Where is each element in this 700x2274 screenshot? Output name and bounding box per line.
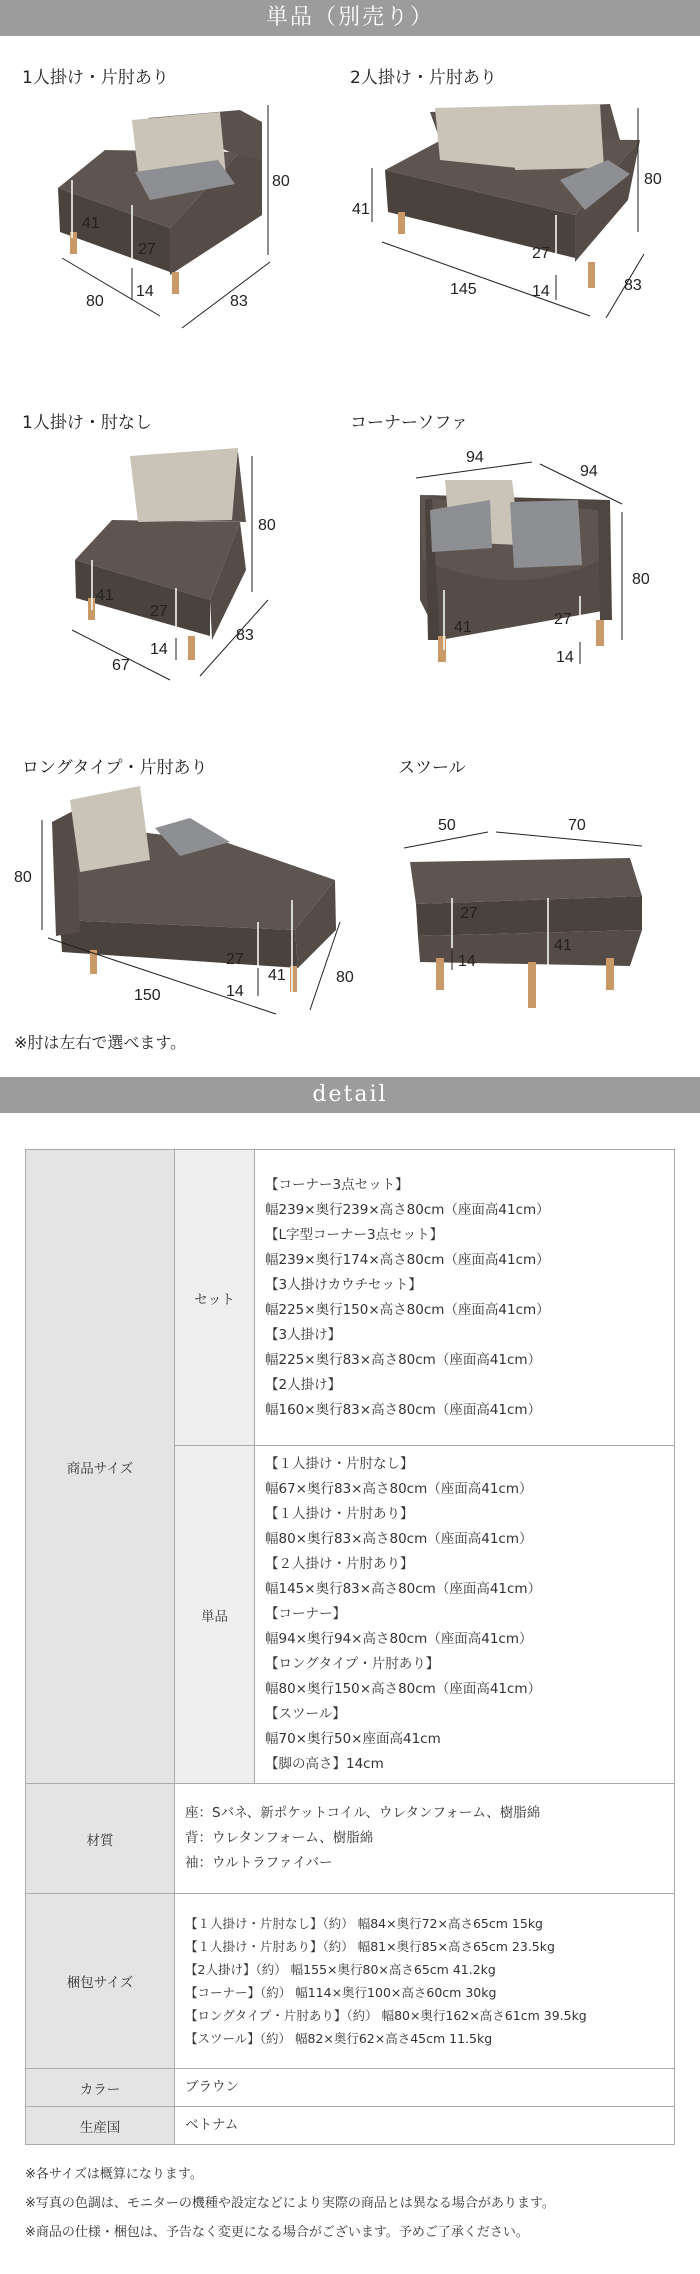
stool-illustration — [0, 0, 700, 1030]
svg-text:94: 94 — [466, 449, 484, 466]
product-name-corner: コーナーソファ — [350, 413, 468, 433]
spec-single-content: 【１人掛け・片肘なし】 幅67×奥行83×高さ80cm（座面高41cm） 【１人掛け・片肘あり】 幅80×奥行83×高さ80cm（座面高41cm） 【２人掛け・片肘あり】 幅145×奥行83×高さ80cm（座面高41cm） 【コーナー】 幅94×奥行94×高さ80cm（座面高41cm） 【ロングタイプ・片肘あり】 幅80×奥行150×高さ80cm（座面高41cm） 【スツール】 幅70×奥行50×座面高41cm 【脚の高さ】14cm — [255, 1446, 675, 1784]
product-name-stool: スツール — [398, 758, 466, 778]
svg-text:14: 14 — [556, 649, 574, 666]
svg-text:41: 41 — [268, 967, 286, 984]
dim-seat-height: 41 — [82, 215, 100, 232]
svg-text:27: 27 — [226, 951, 244, 968]
svg-text:50: 50 — [438, 817, 456, 834]
spec-set-label: セット — [175, 1150, 255, 1446]
footnote: ※商品の仕様・梱包は、予告なく変更になる場合がございます。予めご了承ください。 — [25, 2225, 529, 2240]
svg-text:80: 80 — [632, 571, 650, 588]
svg-text:14: 14 — [150, 641, 168, 658]
svg-text:83: 83 — [236, 627, 254, 644]
spec-table — [25, 1149, 675, 2145]
spec-package-label: 梱包サイズ — [26, 1894, 175, 2069]
spec-material-content: 座：Sバネ、新ポケットコイル、ウレタンフォーム、樹脂綿 背：ウレタンフォーム、樹脂綿 袖：ウルトラファイバー — [175, 1784, 675, 1894]
spec-package-content: 【１人掛け・片肘なし】（約） 幅84×奥行72×高さ65cm 15kg 【１人掛け・片肘あり】（約） 幅81×奥行85×高さ65cm 23.5kg 【2人掛け】（約） 幅155×奥行80×高さ65cm 41.2kg 【コーナー】（約） 幅114×奥行100×高さ60cm 30kg 【ロングタイプ・片肘あり】（約） 幅80×奥行162×高さ61cm 39.5kg 【スツール】（約） 幅82×奥行62×高さ45cm 11.5kg — [175, 1894, 675, 2069]
svg-text:67: 67 — [112, 657, 130, 674]
dim-width: 80 — [86, 293, 104, 310]
svg-text:27: 27 — [460, 905, 478, 922]
spec-set-content: 【コーナー3点セット】 幅239×奥行239×高さ80cm（座面高41cm） 【L字型コーナー3点セット】 幅239×奥行174×高さ80cm（座面高41cm） 【3人掛けカウチセット】 幅225×奥行150×高さ80cm（座面高41cm） 【3人掛け】 幅225×奥行83×高さ80cm（座面高41cm） 【2人掛け】 幅160×奥行83×高さ80cm（座面高41cm） — [255, 1150, 675, 1446]
svg-text:80: 80 — [644, 171, 662, 188]
svg-text:145: 145 — [450, 281, 477, 298]
svg-text:14: 14 — [532, 283, 550, 300]
svg-text:41: 41 — [554, 937, 572, 954]
product-name-1seat-noarm: 1人掛け・肘なし — [22, 413, 152, 433]
svg-text:80: 80 — [336, 969, 354, 986]
footnote: ※各サイズは概算になります。 — [25, 2167, 203, 2182]
svg-text:83: 83 — [624, 277, 642, 294]
svg-text:150: 150 — [134, 987, 161, 1004]
spec-color-label: カラー — [26, 2069, 175, 2107]
spec-origin-value: ベトナム — [175, 2107, 675, 2145]
section-header-detail: detail — [0, 1077, 700, 1113]
svg-text:70: 70 — [568, 817, 586, 834]
svg-text:14: 14 — [226, 983, 244, 1000]
footnote: ※写真の色調は、モニターの機種や設定などにより実際の商品とは異なる場合があります。 — [25, 2196, 555, 2211]
section-header-single: 単品（別売り） — [0, 0, 700, 36]
spec-origin-label: 生産国 — [26, 2107, 175, 2145]
dim-arm-height: 27 — [138, 241, 156, 258]
svg-text:27: 27 — [554, 611, 572, 628]
svg-text:41: 41 — [96, 587, 114, 604]
svg-text:94: 94 — [580, 463, 598, 480]
dim-depth: 83 — [230, 293, 248, 310]
spec-size-label: 商品サイズ — [26, 1150, 175, 1784]
arm-side-note: ※肘は左右で選べます。 — [14, 1033, 187, 1052]
svg-text:27: 27 — [532, 245, 550, 262]
svg-text:27: 27 — [150, 603, 168, 620]
svg-text:14: 14 — [458, 953, 476, 970]
dim-height: 80 — [272, 173, 290, 190]
product-name-2seat-arm: 2人掛け・片肘あり — [350, 68, 497, 88]
spec-material-label: 材質 — [26, 1784, 175, 1894]
svg-text:41: 41 — [352, 201, 370, 218]
product-name-long: ロングタイプ・片肘あり — [22, 758, 208, 778]
spec-single-label: 単品 — [175, 1446, 255, 1784]
svg-text:80: 80 — [14, 869, 32, 886]
dim-leg-height: 14 — [136, 283, 154, 300]
product-name-1seat-arm: 1人掛け・片肘あり — [22, 68, 169, 88]
svg-text:41: 41 — [454, 619, 472, 636]
spec-color-value: ブラウン — [175, 2069, 675, 2107]
svg-text:80: 80 — [258, 517, 276, 534]
